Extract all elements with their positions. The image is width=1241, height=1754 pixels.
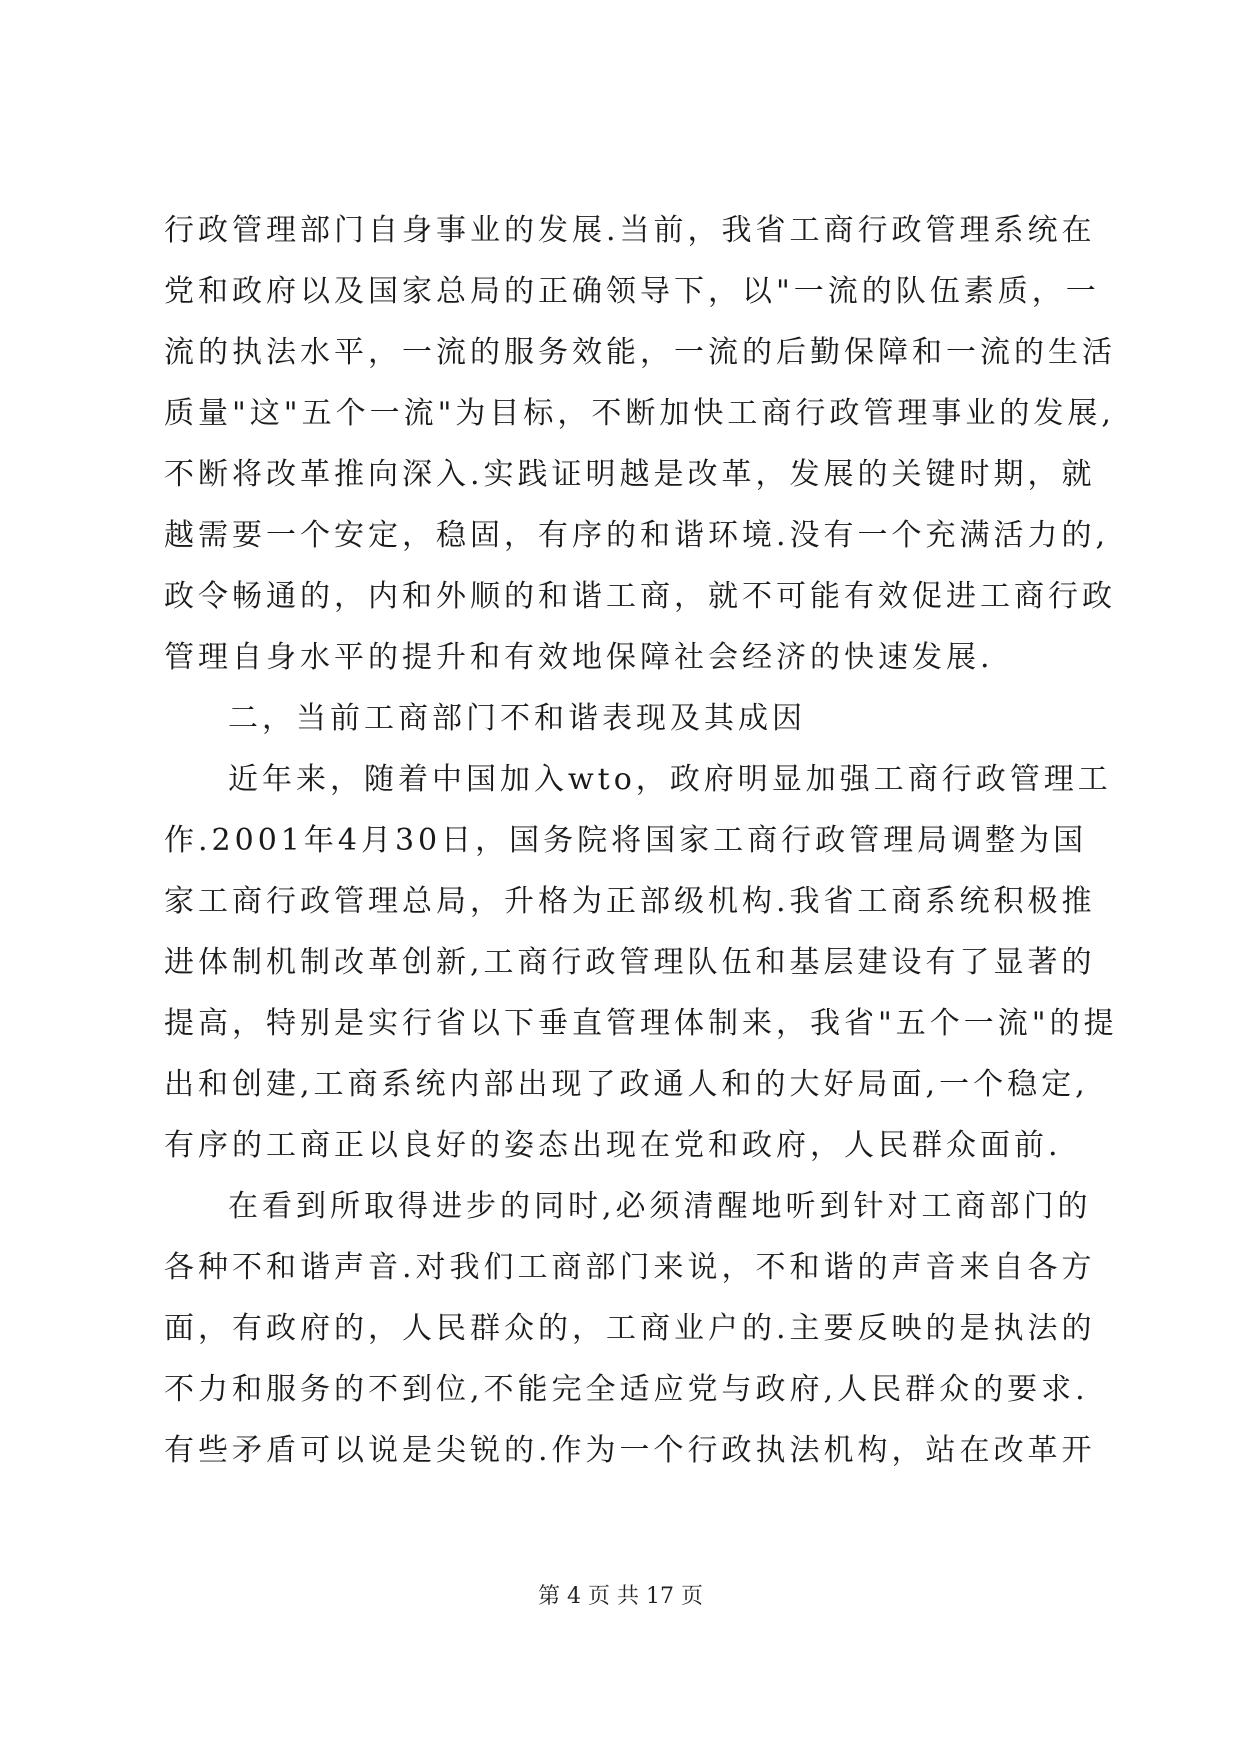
text-line: 有序的工商正以良好的姿态出现在党和政府，人民群众面前.: [164, 1128, 1062, 1163]
text-line: 越需要一个安定，稳固，有序的和谐环境.没有一个充满活力的,: [164, 518, 1110, 553]
text-line: 流的执法水平，一流的服务效能，一流的后勤保障和一流的生活: [164, 335, 1116, 370]
text-line: 作.2001年4月30日，国务院将国家工商行政管理局调整为国: [164, 823, 1088, 858]
text-line: 面，有政府的，人民群众的，工商业户的.主要反映的是执法的: [164, 1311, 1096, 1346]
text-line: 提高，特别是实行省以下垂直管理体制来，我省"五个一流"的提: [164, 1006, 1118, 1041]
text-line: 质量"这"五个一流"为目标，不断加快工商行政管理事业的发展,: [164, 396, 1115, 431]
text-line: 在看到所取得进步的同时,必须清醒地听到针对工商部门的: [228, 1189, 1092, 1224]
text-line: 党和政府以及国家总局的正确领导下，以"一流的队伍素质，一: [164, 274, 1100, 309]
text-line: 管理自身水平的提升和有效地保障社会经济的快速发展.: [164, 640, 994, 675]
text-line: 出和创建,工商系统内部出现了政通人和的大好局面,一个稳定,: [164, 1067, 1089, 1102]
text-line: 政令畅通的，内和外顺的和谐工商，就不可能有效促进工商行政: [164, 579, 1116, 614]
section-heading: 二，当前工商部门不和谐表现及其成因: [228, 701, 806, 736]
text-line: 行政管理部门自身事业的发展.当前，我省工商行政管理系统在: [164, 213, 1096, 248]
text-line: 各种不和谐声音.对我们工商部门来说，不和谐的声音来自各方: [164, 1250, 1096, 1285]
text-line: 不断将改革推向深入.实践证明越是改革，发展的关键时期，就: [164, 457, 1096, 492]
text-line: 有些矛盾可以说是尖锐的.作为一个行政执法机构，站在改革开: [164, 1433, 1096, 1468]
text-line: 近年来，随着中国加入wto，政府明显加强工商行政管理工: [228, 762, 1112, 797]
text-line: 进体制机制改革创新,工商行政管理队伍和基层建设有了显著的: [164, 945, 1096, 980]
page-number-footer: 第 4 页 共 17 页: [538, 1584, 703, 1609]
text-line: 不力和服务的不到位,不能完全适应党与政府,人民群众的要求.: [164, 1372, 1089, 1407]
text-line: 家工商行政管理总局，升格为正部级机构.我省工商系统积极推: [164, 884, 1096, 919]
